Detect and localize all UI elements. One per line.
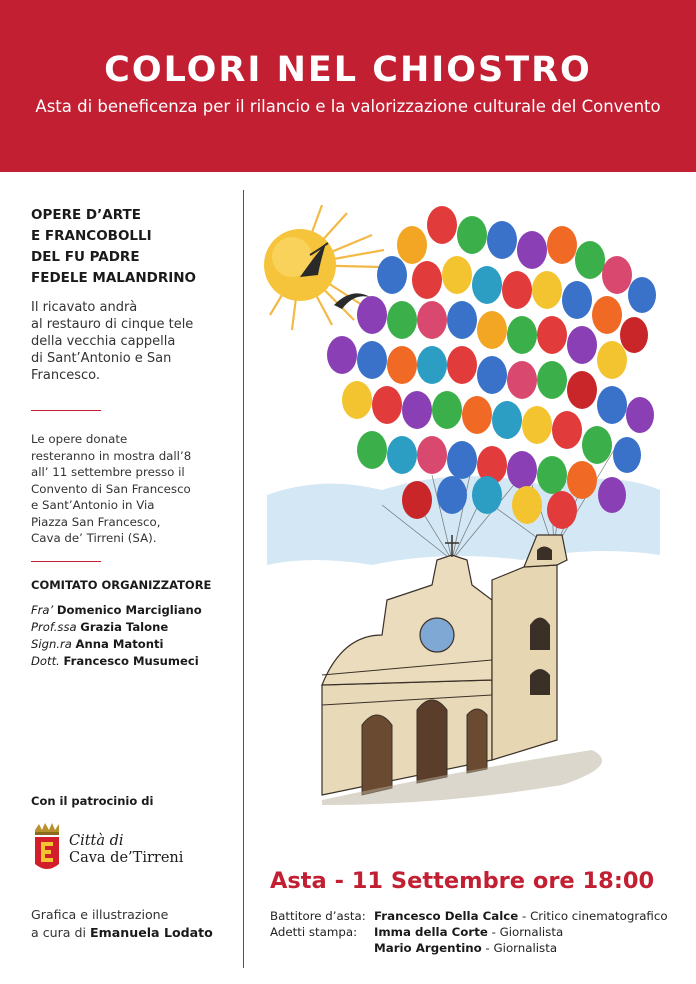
committee-list — [31, 602, 231, 670]
city-logo — [31, 822, 231, 878]
poster-title: COLORI NEL CHIOSTRO — [104, 50, 592, 90]
press-row: Mario Argentino - Giornalista — [374, 941, 558, 955]
section-rule — [31, 561, 101, 562]
credits: Grafica e illustrazione a cura di Emanuela Lodato — [31, 906, 213, 940]
church-drawing — [322, 535, 567, 795]
poster-subtitle: Asta di beneficenza per il rilancio e la valorizzazione culturale del Convento — [35, 97, 661, 116]
committee-member: Prof.ssa Grazia Talone — [31, 619, 169, 634]
committee-member: Dott. Francesco Musumeci — [31, 653, 199, 668]
patronage-label: Con il patrocinio di — [31, 793, 154, 808]
exhibition-text: Le opere donate resteranno in mostra dall’8 all’ 11 settembre presso il Convento di San Francesco e Sant’Antonio in Via Piazza San Francesco, Cava de’ Tirreni (SA). — [31, 432, 192, 545]
committee-member: Fra’ Domenico Marcigliano — [31, 602, 202, 617]
header-banner — [0, 0, 696, 172]
committee-title: COMITATO ORGANIZZATORE — [31, 577, 212, 592]
press-row: Adetti stampa: Imma della Corte - Giornalista — [270, 925, 564, 939]
column-divider — [243, 190, 244, 968]
section-rule — [31, 410, 101, 411]
city-crest-icon — [31, 822, 63, 878]
auctioneer-row: Battitore d’asta: Francesco Della Calce - Critico cinematografico — [270, 909, 668, 923]
works-heading: OPERE D’ARTE E FRANCOBOLLI DEL FU PADRE FEDELE MALANDRINO — [31, 207, 197, 286]
balloon-church-illustration — [262, 205, 662, 805]
proceeds-text: Il ricavato andrà al restauro di cinque tele della vecchia cappella di Sant’Antonio e San Francesco. — [31, 300, 194, 383]
auction-headline: Asta - 11 Settembre ore 18:00 — [270, 868, 655, 894]
committee-member: Sign.ra Anna Matonti — [31, 636, 164, 651]
left-column — [31, 205, 231, 943]
city-logo-text: Città di Cava de’Tirreni — [69, 832, 184, 866]
event-roles — [270, 908, 668, 956]
balloon-cluster — [327, 206, 656, 529]
